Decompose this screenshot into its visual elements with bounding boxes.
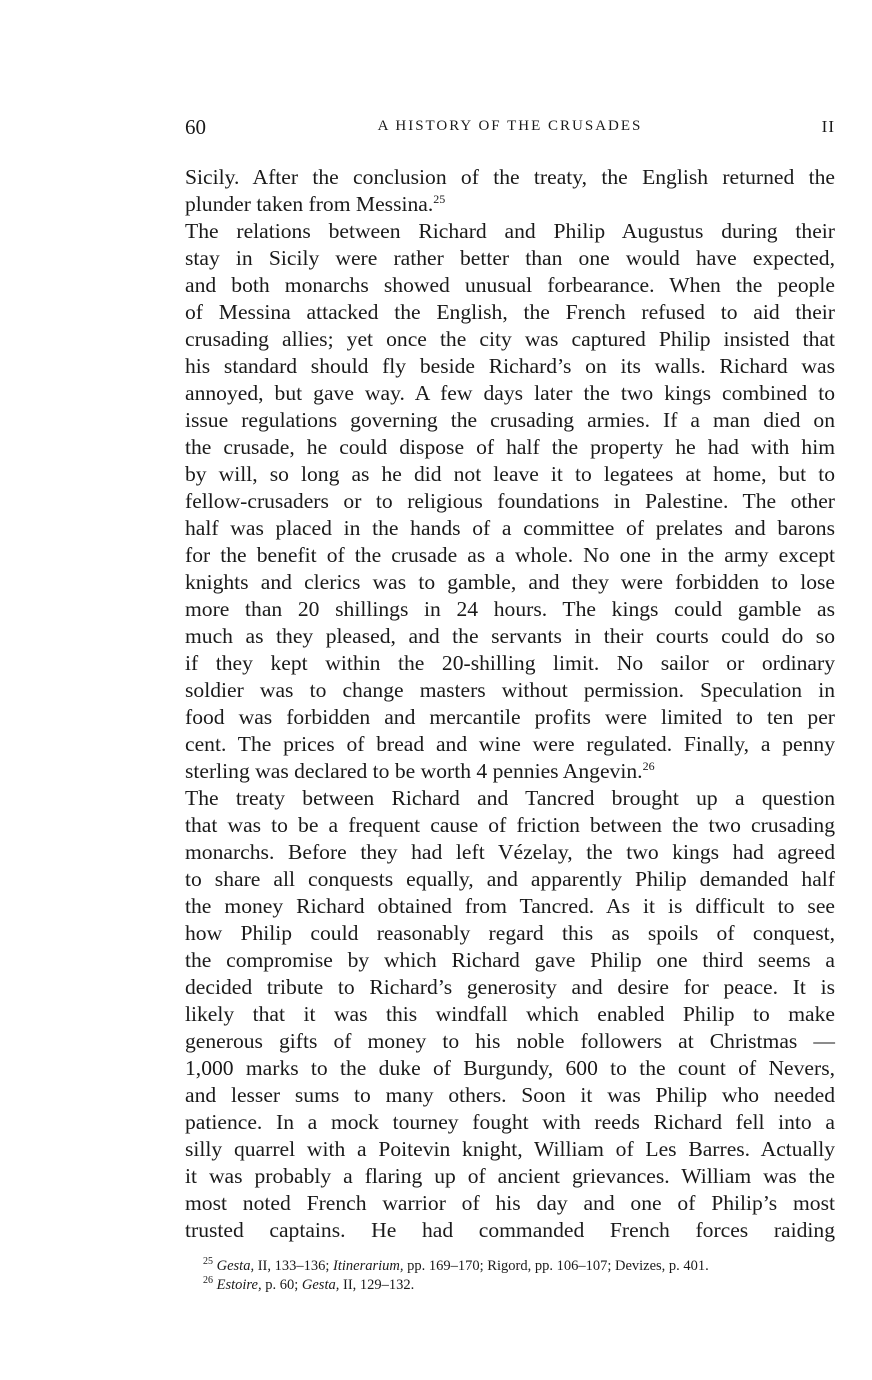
footnote-25 — [203, 1257, 835, 1276]
text-line: that was to be a frequent cause of friction between the two crusading — [185, 813, 835, 837]
text-line-content: sterling was declared to be worth 4 pennies Angevin. — [185, 759, 643, 783]
source-citation: II, 133–136; — [254, 1258, 334, 1274]
text-line: half was placed in the hands of a committee of prelates and barons — [185, 516, 835, 540]
text-line: likely that it was this windfall which enabled Philip to make — [185, 1002, 835, 1026]
text-line: the compromise by which Richard gave Philip one third seems a — [185, 948, 835, 972]
footnote-number: 25 — [203, 1256, 213, 1268]
source-title: Estoire, — [216, 1277, 262, 1293]
text-line: issue regulations governing the crusading armies. If a man died on — [185, 408, 835, 432]
text-line: the crusade, he could dispose of half the property he had with him — [185, 435, 835, 459]
body-text — [185, 164, 835, 1244]
text-line: knights and clerics was to gamble, and they were forbidden to lose — [185, 570, 835, 594]
source-citation: II, 129–132. — [339, 1277, 415, 1293]
text-line: Sicily. After the conclusion of the treaty, the English returned the — [185, 165, 835, 189]
footnote-reference[interactable]: 25 — [433, 191, 446, 206]
text-line: much as they pleased, and the servants in their courts could do so — [185, 624, 835, 648]
text-line: if they kept within the 20-shilling limit. No sailor or ordinary — [185, 651, 835, 675]
source-citation: p. 60; — [261, 1277, 302, 1293]
text-line: more than 20 shillings in 24 hours. The kings could gamble as — [185, 597, 835, 621]
text-line: and both monarchs showed unusual forbearance. When the people — [185, 273, 835, 297]
source-title: Itinerarium, — [333, 1258, 404, 1274]
text-line: his standard should fly beside Richard’s on its walls. Richard was — [185, 354, 835, 378]
text-line: trusted captains. He had commanded French forces raiding — [185, 1218, 835, 1242]
text-line: cent. The prices of bread and wine were regulated. Finally, a penny — [185, 732, 835, 756]
footnote-number: 26 — [203, 1275, 213, 1287]
text-line: fellow-crusaders or to religious foundations in Palestine. The other — [185, 489, 835, 513]
text-line: generous gifts of money to his noble followers at Christmas — — [185, 1029, 835, 1053]
source-title: Gesta, — [216, 1258, 255, 1274]
source-title: Gesta, — [301, 1277, 340, 1293]
source-citation: pp. 169–170; Rigord, pp. 106–107; Devizes, p. 401. — [403, 1258, 709, 1274]
paragraph-first-line: The treaty between Richard and Tancred brought up a question — [185, 786, 835, 810]
text-line: and lesser sums to many others. Soon it was Philip who needed — [185, 1083, 835, 1107]
text-line: crusading allies; yet once the city was captured Philip insisted that — [185, 327, 835, 351]
text-line: soldier was to change masters without permission. Speculation in — [185, 678, 835, 702]
footnote-reference[interactable]: 26 — [642, 758, 655, 773]
text-line: 1,000 marks to the duke of Burgundy, 600 to the count of Nevers, — [185, 1056, 835, 1080]
text-line: it was probably a flaring up of ancient grievances. William was the — [185, 1164, 835, 1188]
text-line: stay in Sicily were rather better than one would have expected, — [185, 246, 835, 270]
footnote-26 — [203, 1276, 835, 1295]
chapter-number: II — [821, 117, 835, 136]
text-line: of Messina attacked the English, the French refused to aid their — [185, 300, 835, 324]
text-line: the money Richard obtained from Tancred. As it is difficult to see — [185, 894, 835, 918]
text-line: patience. In a mock tourney fought with reeds Richard fell into a — [185, 1110, 835, 1134]
text-line — [185, 191, 835, 218]
text-line — [185, 758, 835, 785]
text-line: monarchs. Before they had left Vézelay, the two kings had agreed — [185, 840, 835, 864]
book-page — [185, 115, 835, 1295]
text-line: annoyed, but gave way. A few days later the two kings combined to — [185, 381, 835, 405]
text-line: by will, so long as he did not leave it to legatees at home, but to — [185, 462, 835, 486]
paragraph-first-line: The relations between Richard and Philip Augustus during their — [185, 219, 835, 243]
footnotes — [185, 1257, 835, 1295]
text-line: food was forbidden and mercantile profits were limited to ten per — [185, 705, 835, 729]
running-title: A HISTORY OF THE CRUSADES — [377, 118, 643, 134]
text-line: most noted French warrior of his day and one of Philip’s most — [185, 1191, 835, 1215]
text-line: how Philip could reasonably regard this as spoils of conquest, — [185, 921, 835, 945]
text-line: silly quarrel with a Poitevin knight, William of Les Barres. Actually — [185, 1137, 835, 1161]
page-number: 60 — [185, 115, 206, 139]
text-line: decided tribute to Richard’s generosity and desire for peace. It is — [185, 975, 835, 999]
text-line: for the benefit of the crusade as a whole. No one in the army except — [185, 543, 835, 567]
running-head — [185, 115, 835, 143]
text-line: to share all conquests equally, and apparently Philip demanded half — [185, 867, 835, 891]
text-line-content: plunder taken from Messina. — [185, 192, 434, 216]
